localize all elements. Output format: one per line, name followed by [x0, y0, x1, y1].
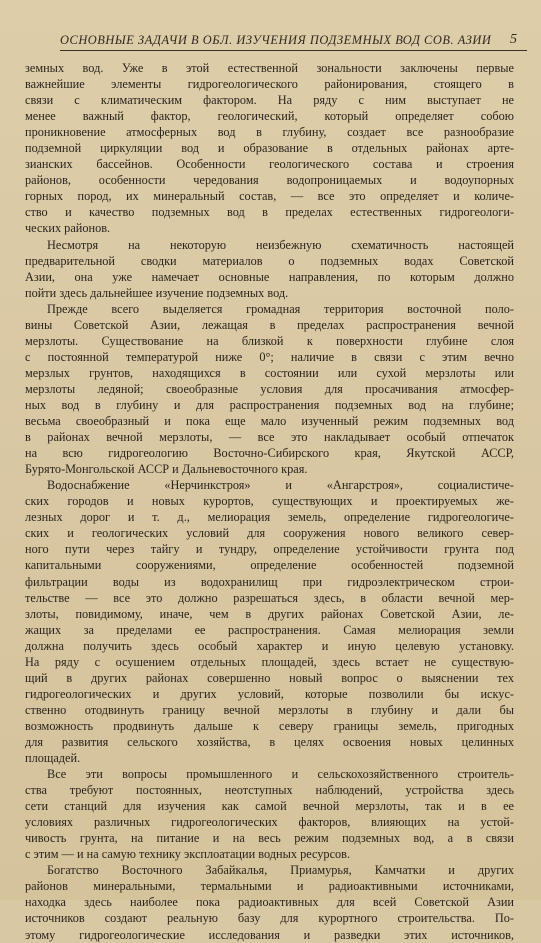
text-line: важнейшие элементы гидрогеологического районирования, стоящего в [25, 77, 514, 92]
text-line: фильтрации воды из водохранилищ при гидроэлектрическом строи- [25, 574, 514, 589]
page-number: 5 [510, 32, 517, 47]
text-line: проникновение атмосферных вод в глубину, создает все разнообразие [25, 125, 514, 140]
body-text [25, 60, 514, 943]
text-line: лезных дорог и т. д., мелиорация земель, определение гидрогеологиче- [25, 510, 514, 525]
text-line: ство и качество подземных вод в пределах естественных гидрогеологи- [25, 205, 514, 220]
running-header [60, 33, 527, 51]
text-line: должна получить здесь особый характер и иную целевую установку. [25, 638, 514, 653]
text-line: предварительной сводки материалов о подземных водах Советской [25, 253, 514, 268]
text-line: капитальными сооружениями, определение особенностей подземной [25, 558, 514, 573]
paragraph [25, 301, 514, 478]
text-line: связи с климатическим фактором. На ряду с ним выступает не [25, 93, 514, 108]
text-line: пойти здесь дальнейшее изучение подземных вод. [25, 285, 289, 300]
text-line: районов минеральными, термальными и радиоактивными источниками, [25, 879, 514, 894]
text-line: подземной циркуляции вод и образование в отдельных районах арте- [25, 141, 514, 156]
text-line: Все эти вопросы промышленного и сельскохозяйственного строитель- [47, 767, 514, 782]
text-line: ства требуют постоянных, неотступных наблюдений, устройства здесь [25, 783, 514, 798]
text-line: находка здесь наиболее пока радиоактивных для всей Советской Азии [25, 895, 514, 910]
text-line: весьма своеобразный и пока еще мало изученный режим подземных вод [25, 414, 514, 429]
paragraph [25, 766, 514, 862]
text-line: Несмотря на некоторую неизбежную схематичность настоящей [47, 237, 514, 252]
text-line: условиях различных гидрогеологических факторов, влияющих на устой- [25, 815, 514, 830]
text-line: чивость грунта, на питание и на весь режим подземных вод, а в связи [25, 831, 514, 846]
text-line: вины Советской Азии, лежащая в пределах распространения вечной [25, 317, 514, 332]
text-line: щий в других районах совершенно новый вопрос о выяснении тех [25, 670, 514, 685]
text-line: мерзлоты. Существование на близкой к поверхности глубине слоя [25, 333, 514, 348]
text-line: Водоснабжение «Нерчинкстроя» и «Ангарстроя», социалистиче- [47, 478, 514, 493]
text-line: тельстве — все это должно разрешаться здесь, в области вечной мер- [25, 590, 514, 605]
text-line: жащих за пределами ее распространения. Самая мелиорация земли [25, 622, 514, 637]
text-line: в районах вечной мерзлоты, — все это накладывает особый отпечаток [25, 430, 514, 445]
text-line: ственно отодвинуть границу вечной мерзлоты в глубину и дали бы [25, 702, 514, 717]
paragraph [25, 237, 514, 301]
text-line: ного пути через тайгу и тундру, определение устойчивости грунта под [25, 542, 514, 557]
text-line: сети станций для изучения как самой вечной мерзлоты, так и в ее [25, 799, 514, 814]
text-line: районов, особенности чередования водопроницаемых и водоупорных [25, 173, 514, 188]
paragraph [25, 477, 514, 766]
text-line: злоты, повидимому, иначе, чем в других районах Советской Азии, ле- [25, 606, 514, 621]
text-line: Азии, она уже намечает основные направления, по которым должно [25, 269, 514, 284]
running-title: ОСНОВНЫЕ ЗАДАЧИ В ОБЛ. ИЗУЧЕНИЯ ПОДЗЕМНЫХ ВОД СОВ. АЗИИ [60, 33, 492, 47]
text-line: с постоянной температурой ниже 0°; наличие в связи с этим вечно [25, 349, 514, 364]
text-line: для развития сельского хозяйства, в целях освоения новых целинных [25, 734, 514, 749]
text-line: гидрогеологических и других условий, которые позволили бы искус- [25, 686, 514, 701]
text-line: Бурято-Монгольской АССР и Дальневосточного края. [25, 462, 308, 477]
text-line: площадей. [25, 751, 81, 766]
text-line: с этим — и на самую технику эксплоатации водных ресурсов. [25, 847, 351, 862]
text-line: горных пород, их минеральный состав, — все это определяет и количе- [25, 189, 514, 204]
text-line: ских городов и новых курортов, существующих и проектируемых же- [25, 494, 514, 509]
text-line: на всю гидрогеологию Восточно-Сибирского края, Якутской АССР, [25, 446, 514, 461]
text-line: Богатство Восточного Забайкалья, Приамурья, Камчатки и других [47, 863, 514, 878]
text-line: ских и геологических условий для сооружения нового великого север- [25, 526, 514, 541]
text-line: ных вод в глубину и для распространения подземных вод на глубине; [25, 397, 514, 412]
text-line: земных вод. Уже в этой естественной зональности заключены первые [25, 61, 514, 75]
text-line: На ряду с осушением отдельных площадей, здесь встает не существую- [25, 654, 514, 669]
text-line: этому гидрогеологические исследования и разведки этих источников, [25, 927, 514, 942]
paragraph [25, 60, 514, 237]
text-line: возможность продвинуть дальше к северу границы земель, пригодных [25, 718, 514, 733]
text-line: зианских бассейнов. Особенности геологического состава и строения [25, 157, 514, 172]
text-line: мерзлоты ледяной; своеобразные условия для просачивания атмосфер- [25, 381, 514, 396]
text-line: ческих районов. [25, 221, 111, 236]
text-line: источников создают реальную базу для курортного строительства. По- [25, 911, 514, 926]
text-line: Прежде всего выделяется громадная территория восточной поло- [47, 301, 514, 316]
paragraph [25, 862, 514, 942]
text-line: менее важный фактор, геологический, который определяет собою [25, 109, 514, 124]
text-line: мерзлых грунтов, находящихся в состоянии или сухой мерзлоты или [25, 365, 514, 380]
